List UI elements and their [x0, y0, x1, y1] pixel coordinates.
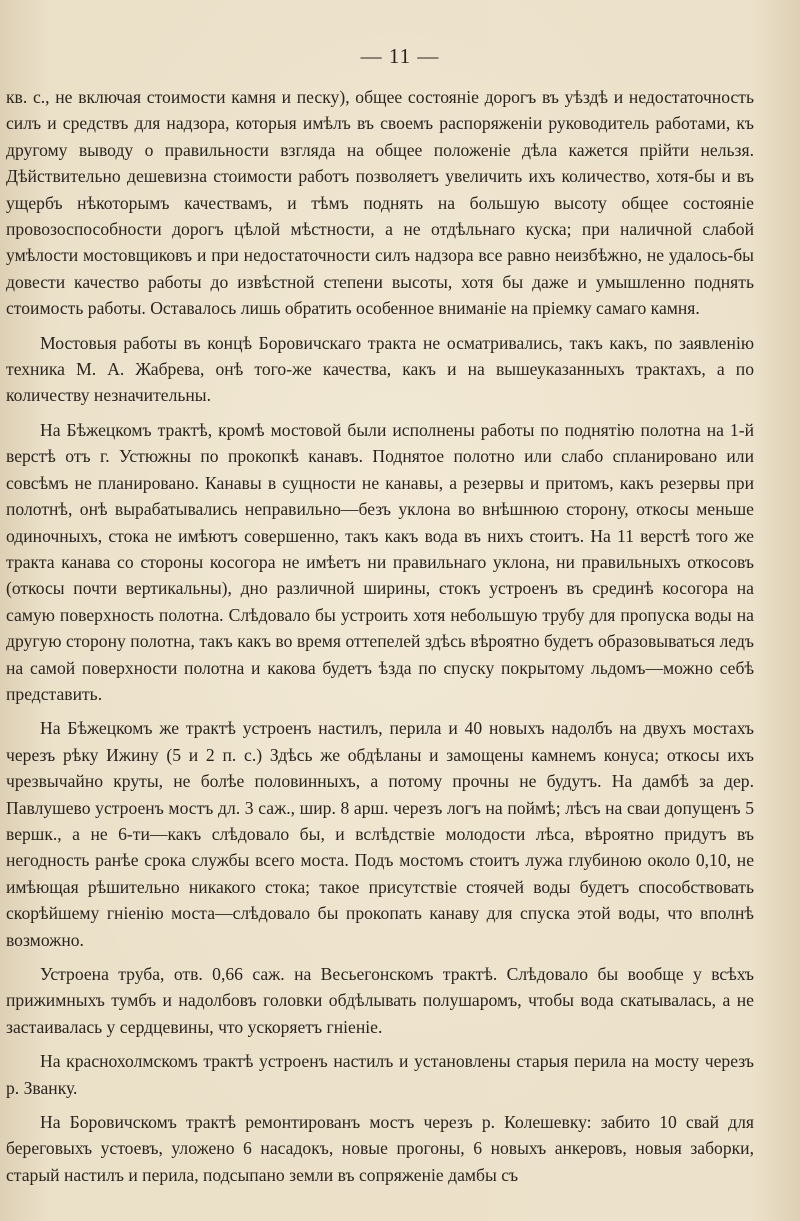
paragraph-krasnoholm-bridge: На краснохолмскомъ трактѣ устроенъ настилъ и установлены старыя перила на мосту черезъ р. Званку.	[6, 1051, 754, 1098]
paragraph-borovichi-paving: Мостовыя работы въ концѣ Боровичскаго тракта не осматривались, такъ какъ, по заявленію техника М. А. Жабрева, онѣ того-же качества, какъ и на вышеуказанныхъ трактахъ, а по количеству незначительны.	[6, 332, 754, 406]
page-number: — 11 —	[360, 44, 440, 68]
paragraph-vesyegonsk-pipe: Устроена труба, отв. 0,66 саж. на Весьегонскомъ трактѣ. Слѣдовало бы вообще у всѣхъ прижимныхъ тумбъ и надолбовъ головки обдѣлывать полушаромъ, чтобы вода скатывалась, а не застаивалась у сердцевины, что ускоряетъ гніеніе.	[6, 964, 754, 1037]
body-text	[6, 84, 754, 1188]
paragraph-bezhetsk-road: На Бѣжецкомъ трактѣ, кромѣ мостовой были исполнены работы по поднятію полотна на 1-й верстѣ отъ г. Устюжны по прокопкѣ канавъ. Поднятое полотно или слабо спланировано или совсѣмъ не планировано. Канавы в сущности не канавы, а резервы и притомъ, какъ резервы при полотнѣ, онѣ вырабатывались неправильно—безъ уклона во внѣшнюю сторону, откосы меньше одиночныхъ, стока не имѣютъ совершенно, такъ какъ вода въ нихъ стоитъ. На 11 верстѣ того же тракта канава со стороны косогора не имѣетъ ни правильнаго уклона, ни правильныхъ откосовъ (откосы почти вертикальны), дно различной ширины, стокъ устроенъ въ срединѣ косогора на самую поверхность полотна. Слѣдовало бы устроить хотя небольшую трубу для пропуска воды на другую сторону полотна, такъ какъ во время оттепелей здѣсь вѣроятно будетъ образовываться ледъ на самой поверхности полотна и какова будетъ ѣзда по спуску покрытому льдомъ—можно себѣ представить.	[6, 419, 754, 704]
paragraph-continued: кв. с., не включая стоимости камня и песку), общее состояніе дорогъ въ уѣздѣ и недостаточность силъ и средствъ для надзора, которыя имѣлъ въ своемъ распоряженіи руководитель работами, къ другому выводу о правильности взгляда на общее положеніе дѣла кажется прійти нельзя. Дѣйствительно дешевизна стоимости работъ позволяетъ увеличить ихъ количество, хотя-бы и въ ущербъ нѣкоторымъ качествамъ, и тѣмъ поднять на большую высоту общее состояніе провозоспособности дорогъ цѣлой мѣстности, а не отдѣльнаго куска; при наличной слабой умѣлости мостовщиковъ и при недостаточности силъ надзора все равно неизбѣжно, не удалось-бы довести качество работы до извѣстной степени высоты, хотя бы даже и умышленно поднять стоимость работы. Оставалось лишь обратить особенное вниманіе на пріемку самаго камня.	[6, 87, 754, 319]
paragraph-borovichi-bridge: На Боровичскомъ трактѣ ремонтированъ мостъ черезъ р. Колешевку: забито 10 свай для береговыхъ устоевъ, уложено 6 насадокъ, новые прогоны, 6 новыхъ анкеровъ, новыя заборки, старый настилъ и перила, подсыпано земли въ сопряженіе дамбы съ	[6, 1112, 754, 1185]
paragraph-bezhetsk-bridges: На Бѣжецкомъ же трактѣ устроенъ настилъ, перила и 40 новыхъ надолбъ на двухъ мостахъ черезъ рѣку Ижину (5 и 2 п. с.) Здѣсь же обдѣланы и замощены камнемъ конуса; откосы ихъ чрезвычайно круты, не болѣе половинныхъ, а потому прочны не будутъ. На дамбѣ за дер. Павлушево устроенъ мостъ дл. 3 саж., шир. 8 арш. черезъ логъ на поймѣ; лѣсъ на сваи допущенъ 5 вершк., а не 6-ти—какъ слѣдовало бы, и вслѣдствіе молодости лѣса, вѣроятно придутъ въ негодность ранѣе срока службы всего моста. Подъ мостомъ стоитъ лужа глубиною около 0,10, не имѣющая рѣшительно никакого стока; такое присутствіе стоячей воды будетъ способствовать скорѣйшему гніенію моста—слѣдовало бы прокопать канаву для спуска этой воды, что вполнѣ возможно.	[6, 718, 754, 950]
